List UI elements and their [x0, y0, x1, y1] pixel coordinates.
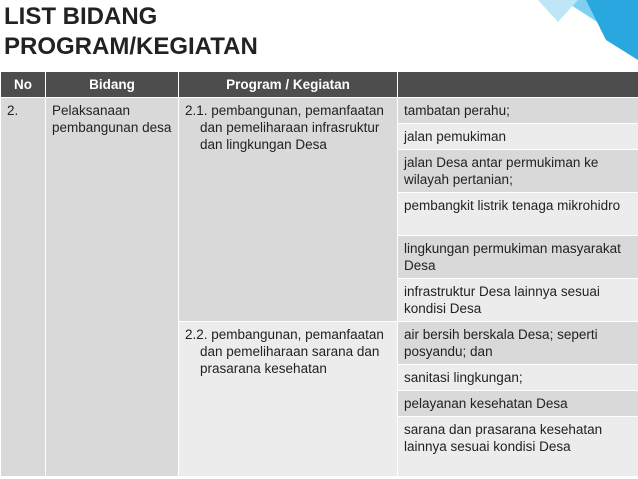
kegiatan-item: lingkungan permukiman masyarakat Desa — [398, 236, 638, 279]
header-bidang: Bidang — [46, 72, 179, 98]
header-no: No — [1, 72, 46, 98]
corner-pale-triangle — [538, 0, 578, 22]
program-2-1-text: 2.1. pembangunan, pemanfaatan dan pemeliharaan infrasruktur dan lingkungan Desa — [185, 103, 384, 152]
kegiatan-item: tambatan perahu; — [398, 98, 638, 124]
program-table — [0, 71, 638, 477]
cell-program-2-2 — [179, 322, 398, 477]
corner-blue-triangle — [586, 0, 638, 60]
title-line-2: PROGRAM/KEGIATAN — [4, 33, 258, 60]
header-program: Program / Kegiatan — [179, 72, 398, 98]
cell-bidang: Pelaksanaan pembangunan desa — [46, 98, 179, 477]
kegiatan-item: jalan pemukiman — [398, 124, 638, 150]
page-title — [4, 2, 424, 62]
kegiatan-item: pembangkit listrik tenaga mikrohidro — [398, 193, 638, 236]
kegiatan-item: infrastruktur Desa lainnya sesuai kondisi Desa — [398, 279, 638, 322]
cell-no: 2. — [1, 98, 46, 477]
kegiatan-item: sanitasi lingkungan; — [398, 365, 638, 391]
kegiatan-item: pelayanan kesehatan Desa — [398, 391, 638, 417]
header-kegiatan — [398, 72, 638, 98]
title-line-1: LIST BIDANG — [4, 3, 158, 30]
program-2-2-text: 2.2. pembangunan, pemanfaatan dan pemeliharaan sarana dan prasarana kesehatan — [185, 327, 384, 376]
kegiatan-item: sarana dan prasarana kesehatan lainnya sesuai kondisi Desa — [398, 417, 638, 477]
table-row — [1, 98, 638, 124]
kegiatan-item: air bersih berskala Desa; seperti posyandu; dan — [398, 322, 638, 365]
cell-program-2-1 — [179, 98, 398, 322]
kegiatan-item: jalan Desa antar permukiman ke wilayah pertanian; — [398, 150, 638, 193]
table-header-row — [1, 72, 638, 98]
